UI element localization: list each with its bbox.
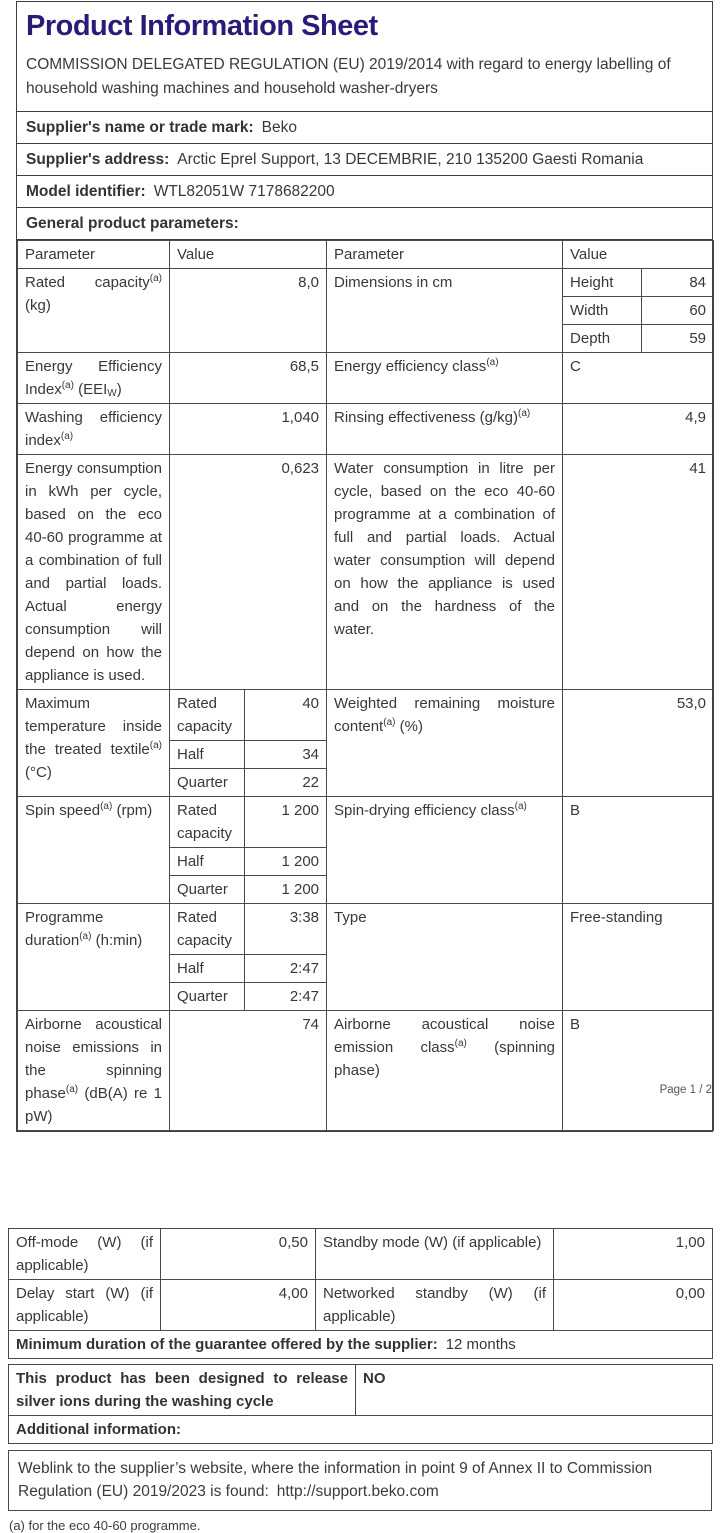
table-row (18, 455, 714, 690)
max-temp-rated-label: Rated capacity (170, 690, 245, 741)
energy-consumption-value: 0,623 (170, 455, 327, 690)
spin-speed-quarter-value: 1 200 (245, 876, 327, 904)
table-row (9, 1280, 713, 1331)
dimension-height-value: 84 (642, 269, 714, 297)
spin-speed-label: Spin speed$^{(a)}$ (rpm) (18, 797, 170, 904)
general-parameters-table (17, 240, 714, 1131)
model-identifier-row (17, 176, 712, 208)
max-temperature-label: Maximum temperature inside the treated textile$^{(a)}$ (°C) (18, 690, 170, 797)
type-value: Free-standing (563, 904, 714, 1011)
duration-half-label: Half (170, 955, 245, 983)
energy-consumption-label: Energy consumption in kWh per cycle, based on the eco 40-60 programme at a combination of full and partial loads. Actual energy consumption will depend on how the appliance is used. (18, 455, 170, 690)
guarantee-cell (9, 1331, 713, 1359)
model-identifier-value: WTL82051W 7178682200 (153, 183, 335, 201)
duration-quarter-label: Quarter (170, 983, 245, 1011)
weblink-text: Weblink to the supplier’s website, where the information in point 9 of Annex II to Commission Regulation (EU) 2019/2023 is found: (18, 1460, 653, 1501)
off-mode-value: 0,50 (161, 1229, 316, 1280)
max-temp-half-label: Half (170, 741, 245, 769)
table-row (18, 797, 714, 848)
programme-duration-label: Programme duration$^{(a)}$ (h:min) (18, 904, 170, 1011)
noise-class-value: B (563, 1011, 714, 1131)
noise-emissions-label: Airborne acoustical noise emissions in the spinning phase$^{(a)}$ (dB(A) re 1 pW) (18, 1011, 170, 1131)
supplier-website-link[interactable]: http://support.beko.com (276, 1483, 439, 1501)
rated-capacity-label: Rated capacity$^{(a)}$ (kg) (18, 269, 170, 353)
header-parameter-1: Parameter (18, 241, 170, 269)
noise-class-label: Airborne acoustical noise emission class$^{(a)}$ (spinning phase) (327, 1011, 563, 1131)
general-parameters-heading-row (17, 208, 712, 240)
moisture-content-value: 53,0 (563, 690, 714, 797)
washing-index-value: 1,040 (170, 404, 327, 455)
rinsing-effectiveness-value: 4,9 (563, 404, 714, 455)
spin-speed-rated-label: Rated capacity (170, 797, 245, 848)
eei-label: Energy Efficiency Index$^{(a)}$ $(EEI_W)$ (18, 353, 170, 404)
guarantee-label: Minimum duration of the guarantee offered by the supplier: (16, 1336, 438, 1353)
dimension-height-label: Height (563, 269, 642, 297)
table-row (18, 269, 714, 297)
dimension-width-label: Width (563, 297, 642, 325)
noise-emissions-value: 74 (170, 1011, 327, 1131)
duration-rated-label: Rated capacity (170, 904, 245, 955)
page-indicator: Page 1 / 2 (659, 1084, 712, 1096)
product-information-sheet (16, 1, 713, 1132)
supplier-name-row (17, 112, 712, 144)
max-temp-rated-value: 40 (245, 690, 327, 741)
additional-info-heading: Additional information: (9, 1416, 713, 1444)
header-value-2: Value (563, 241, 714, 269)
spin-speed-quarter-label: Quarter (170, 876, 245, 904)
networked-standby-label: Networked standby (W) (if applicable) (316, 1280, 554, 1331)
water-consumption-label: Water consumption in litre per cycle, based on the eco 40-60 programme at a combination of full and partial loads. Actual water consumption will depend on how the appliance is used and on the hardness of the water. (327, 455, 563, 690)
spin-speed-rated-value: 1 200 (245, 797, 327, 848)
off-mode-label: Off-mode (W) (if applicable) (9, 1229, 161, 1280)
supplier-address-label: Supplier's address: (26, 151, 170, 169)
page-title: Product Information Sheet (26, 10, 378, 42)
table-row (18, 1011, 714, 1131)
energy-class-label: Energy efficiency class$^{(a)}$ (327, 353, 563, 404)
spin-speed-half-value: 1 200 (245, 848, 327, 876)
delay-start-value: 4,00 (161, 1280, 316, 1331)
supplier-address-value: Arctic Eprel Support, 13 DECEMBRIE, 210 135200 Gaesti Romania (177, 151, 644, 169)
regulation-subtitle: COMMISSION DELEGATED REGULATION (EU) 2019/2014 with regard to energy labelling of household washing machines and household washer-dryers (26, 56, 671, 97)
dimensions-label: Dimensions in cm (327, 269, 563, 353)
spin-drying-class-value: B (563, 797, 714, 904)
guarantee-value: 12 months (445, 1336, 516, 1353)
silver-ions-label: This product has been designed to release silver ions during the washing cycle (9, 1365, 356, 1416)
power-modes-table (8, 1228, 713, 1359)
silver-ions-row (9, 1365, 713, 1416)
rated-capacity-value: 8,0 (170, 269, 327, 353)
washing-index-label: Washing efficiency index$^{(a)}$ (18, 404, 170, 455)
guarantee-row (9, 1331, 713, 1359)
moisture-content-label: Weighted remaining moisture content$^{(a)}$ (%) (327, 690, 563, 797)
duration-quarter-value: 2:47 (245, 983, 327, 1011)
max-temp-quarter-value: 22 (245, 769, 327, 797)
general-parameters-heading: General product parameters: (26, 215, 239, 233)
table-row (18, 404, 714, 455)
header-value-1: Value (170, 241, 327, 269)
duration-half-value: 2:47 (245, 955, 327, 983)
table-row (9, 1229, 713, 1280)
silver-ions-table (8, 1364, 713, 1444)
supplier-name-label: Supplier's name or trade mark: (26, 119, 254, 137)
table-row (18, 353, 714, 404)
model-identifier-label: Model identifier: (26, 183, 146, 201)
standby-mode-value: 1,00 (554, 1229, 713, 1280)
standby-mode-label: Standby mode (W) (if applicable) (316, 1229, 554, 1280)
duration-rated-value: 3:38 (245, 904, 327, 955)
silver-ions-value: NO (356, 1365, 713, 1416)
page2-section (8, 1228, 712, 1533)
delay-start-label: Delay start (W) (if applicable) (9, 1280, 161, 1331)
header-parameter-2: Parameter (327, 241, 563, 269)
supplier-address-row (17, 144, 712, 176)
title-block (17, 2, 712, 112)
eei-value: 68,5 (170, 353, 327, 404)
weblink-row (8, 1450, 712, 1511)
type-label: Type (327, 904, 563, 1011)
additional-info-row (9, 1416, 713, 1444)
water-consumption-value: 41 (563, 455, 714, 690)
table-header-row (18, 241, 714, 269)
table-row (18, 690, 714, 741)
supplier-name-value: Beko (261, 119, 297, 137)
footnote: (a) for the eco 40-60 programme. (9, 1517, 201, 1533)
rinsing-effectiveness-label: Rinsing effectiveness $(g/kg)^{(a)}$ (327, 404, 563, 455)
max-temp-half-value: 34 (245, 741, 327, 769)
networked-standby-value: 0,00 (554, 1280, 713, 1331)
max-temp-quarter-label: Quarter (170, 769, 245, 797)
dimension-depth-value: 59 (642, 325, 714, 353)
table-row (18, 904, 714, 955)
spin-drying-class-label: Spin-drying efficiency class$^{(a)}$ (327, 797, 563, 904)
dimension-depth-label: Depth (563, 325, 642, 353)
spin-speed-half-label: Half (170, 848, 245, 876)
dimension-width-value: 60 (642, 297, 714, 325)
energy-class-value: C (563, 353, 714, 404)
